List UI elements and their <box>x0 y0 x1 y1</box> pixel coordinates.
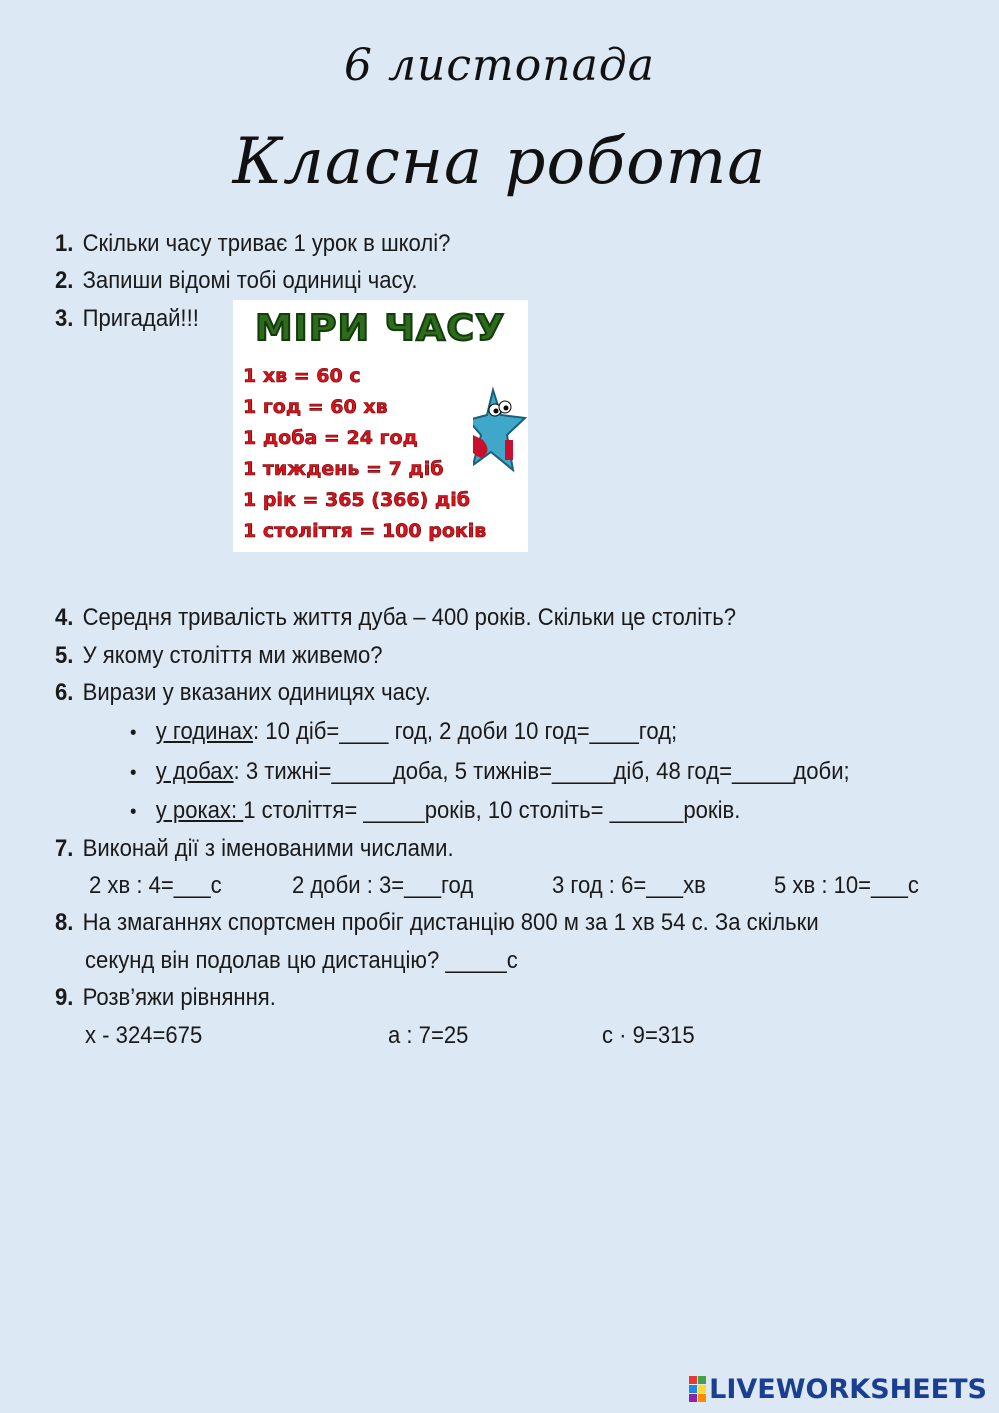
task-text: Вирази у вказаних одиницях часу. <box>82 679 431 706</box>
task-8 <box>55 908 819 938</box>
task-number: 6. <box>55 679 74 706</box>
task-4 <box>55 603 736 633</box>
task-text: Розв’яжи рівняння. <box>82 984 276 1011</box>
task-number: 3. <box>55 305 74 332</box>
task-text: На змаганнях спортсмен пробіг дистанцію 800 м за 1 хв 54 с. За скільки <box>82 909 819 936</box>
task-text: Скільки часу триває 1 урок в школі? <box>82 230 451 257</box>
measure-row: 1 год = 60 хв <box>243 396 388 418</box>
bullet-label: у роках: <box>155 797 244 824</box>
bullet-item <box>130 757 850 788</box>
bullet-icon: • <box>130 762 137 784</box>
bullet-label: у годинах <box>155 718 254 745</box>
bullet-text: : 10 діб=____ год, 2 доби 10 год=____год; <box>253 718 678 745</box>
bullet-text: 1 століття= _____років, 10 століть= ______років. <box>243 797 741 824</box>
date-heading: 6 листопада <box>344 40 655 91</box>
task-number: 5. <box>55 642 74 669</box>
measure-row: 1 тиждень = 7 діб <box>243 458 444 480</box>
task-6 <box>55 678 431 708</box>
task-text: Середня тривалість життя дуба – 400 років. Скільки це століть? <box>82 604 737 631</box>
bullet-icon: • <box>130 801 137 823</box>
star-mascot-icon <box>473 380 528 480</box>
task-2 <box>55 266 418 296</box>
time-measures-image <box>233 300 528 552</box>
task-number: 8. <box>55 909 74 936</box>
task-number: 1. <box>55 230 74 257</box>
task-number: 4. <box>55 604 74 631</box>
division-exercise: 5 хв : 10=___с <box>774 872 919 899</box>
logo-text: LIVEWORKSHEETS <box>709 1373 987 1405</box>
task-1 <box>55 229 450 259</box>
equation: х - 324=675 <box>85 1022 203 1049</box>
measure-row: 1 хв = 60 с <box>243 365 361 387</box>
task-text: Виконай дії з іменованими числами. <box>82 835 454 862</box>
task-number: 7. <box>55 835 74 862</box>
measures-title: МІРИ ЧАСУ <box>255 308 506 349</box>
measure-row: 1 рік = 365 (366) діб <box>243 489 471 511</box>
bullet-icon: • <box>130 722 137 744</box>
task-7 <box>55 834 454 864</box>
task-3 <box>55 304 199 334</box>
measure-row: 1 століття = 100 років <box>243 520 487 542</box>
task-text: Запиши відомі тобі одиниці часу. <box>82 267 418 294</box>
equation: а : 7=25 <box>388 1022 469 1049</box>
page-title: Класна робота <box>232 125 767 199</box>
task-text: Пригадай!!! <box>82 305 199 332</box>
logo-icon <box>689 1376 706 1402</box>
division-exercise: 2 хв : 4=___с <box>89 872 222 899</box>
bullet-text: : 3 тижні=_____доба, 5 тижнів=_____діб, 48 год=_____доби; <box>233 758 850 785</box>
division-exercise: 2 доби : 3=___год <box>292 872 474 899</box>
task-number: 9. <box>55 984 74 1011</box>
division-exercise: 3 год : 6=___хв <box>552 872 706 899</box>
bullet-item <box>130 717 677 748</box>
liveworksheets-logo <box>689 1374 987 1404</box>
task-9 <box>55 983 276 1013</box>
task-5 <box>55 641 383 671</box>
bullet-label: у добах <box>155 758 234 785</box>
task-number: 2. <box>55 267 74 294</box>
task-8-continuation: секунд він подолав цю дистанцію? _____с <box>85 947 518 974</box>
task-text: У якому століття ми живемо? <box>82 642 383 669</box>
bullet-item <box>130 796 740 827</box>
equation: с · 9=315 <box>602 1022 695 1049</box>
measure-row: 1 доба = 24 год <box>243 427 418 449</box>
